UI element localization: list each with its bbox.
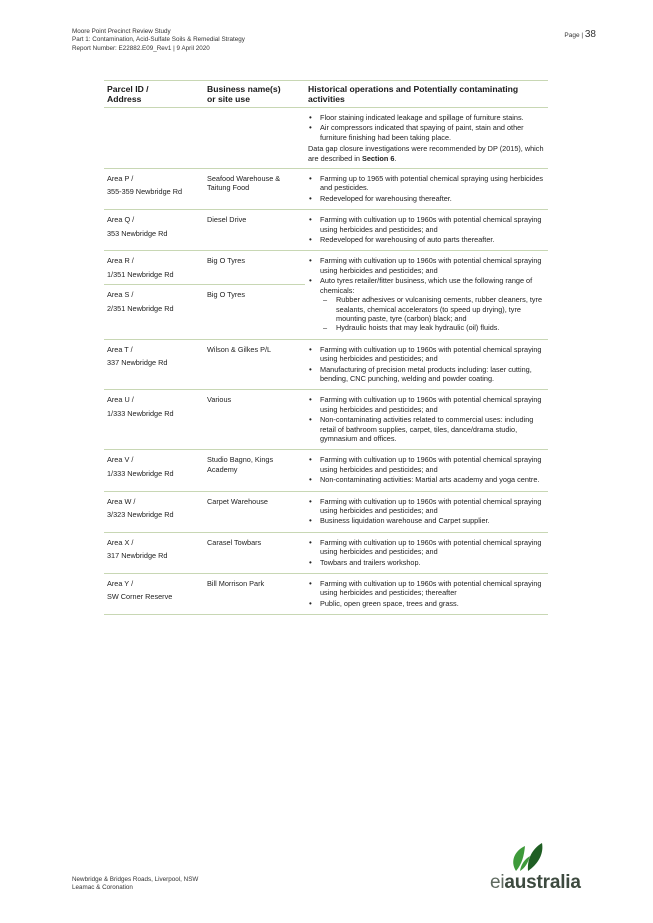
table-row xyxy=(104,339,548,390)
data-gap-note: Data gap closure investigations were recommended by DP (2015), which are described in Section 6. xyxy=(308,144,544,163)
list-item: • Farming with cultivation up to 1960s with potential chemical spraying using herbicides and pesticides; and xyxy=(308,256,545,275)
table-row xyxy=(104,251,548,285)
parcel-cell: Area W / 3/323 Newbridge Rd xyxy=(104,491,204,532)
history-cell xyxy=(305,390,548,450)
parcel-cell: Area P / 355-359 Newbridge Rd xyxy=(104,169,204,210)
table-row xyxy=(104,210,548,251)
business-cell: Bill Morrison Park xyxy=(204,574,305,615)
list-item: • Farming up to 1965 with potential chemical spraying using herbicides and pesticides. xyxy=(308,174,545,193)
list-item: • Farming with cultivation up to 1960s with potential chemical spraying using herbicides and pesticides; thereafter xyxy=(308,579,545,598)
header-parcel: Parcel ID / Address xyxy=(104,81,204,108)
business-cell: Carpet Warehouse xyxy=(204,491,305,532)
list-item: • Farming with cultivation up to 1960s with potential chemical spraying using herbicides and pesticides; and xyxy=(308,538,545,557)
list-item: • Auto tyres retailer/fitter business, which use the following range of chemicals: – Rubber adhesives or vulcanising cements, rubber cleaners, tyre sealants, chemical accelerators (to speed up drying), tyre mounting paste, tyre (carbon) black; and – Hydraulic hoists that may leak hydraulic (oil) fluids. xyxy=(308,276,545,332)
document-footer xyxy=(72,876,198,893)
list-item: • Redeveloped for warehousing thereafter. xyxy=(308,194,545,203)
table-row xyxy=(104,450,548,491)
history-cell xyxy=(305,532,548,573)
header-business: Business name(s) or site use xyxy=(204,81,305,108)
parcels-table xyxy=(104,80,548,615)
table-row xyxy=(104,169,548,210)
footer-location: Newbridge & Bridges Roads, Liverpool, NSW xyxy=(72,876,199,883)
table-row-continued xyxy=(104,108,548,169)
sub-list-item: – Rubber adhesives or vulcanising cements, rubber cleaners, tyre sealants, chemical accelerators (to speed up drying), tyre mounting paste, tyre (carbon) black; and xyxy=(320,295,545,323)
leaf-icon xyxy=(508,842,550,872)
list-item: • Air compressors indicated that spaying of paint, stain and other furniture finishing had been taking place. xyxy=(308,123,545,142)
parcel-cell: Area S / 2/351 Newbridge Rd xyxy=(104,285,204,339)
business-cell: Big O Tyres xyxy=(204,251,305,285)
parcel-cell: Area X / 317 Newbridge Rd xyxy=(104,532,204,573)
parcel-cell: Area V / 1/333 Newbridge Rd xyxy=(104,450,204,491)
table-row xyxy=(104,491,548,532)
list-item: • Redeveloped for warehousing of auto parts thereafter. xyxy=(308,235,545,244)
history-cell xyxy=(305,574,548,615)
table-row xyxy=(104,532,548,573)
parcel-cell: Area T / 337 Newbridge Rd xyxy=(104,339,204,390)
eiaustralia-logo xyxy=(490,842,600,894)
list-item: • Business liquidation warehouse and Carpet supplier. xyxy=(308,516,545,525)
page-number-value: 38 xyxy=(584,29,596,40)
header-title: Moore Point Precinct Review Study xyxy=(72,28,171,35)
list-item: • Non-contaminating activities related to commercial uses: including retail of bathroom supplies, carpet, tiles, dance/drama studio, gymnasium and offices. xyxy=(308,415,545,443)
business-cell: Studio Bagno, Kings Academy xyxy=(204,450,305,491)
list-item: • Farming with cultivation up to 1960s with potential chemical spraying using herbicides and pesticides; and xyxy=(308,345,545,364)
history-cell xyxy=(305,450,548,491)
page-label: Page | xyxy=(564,32,584,39)
history-cell xyxy=(305,491,548,532)
history-cell xyxy=(305,251,548,339)
header-report-number: Report Number: E22882.E09_Rev1 | 9 April 2020 xyxy=(72,44,210,52)
table-row xyxy=(104,574,548,615)
business-cell: Diesel Drive xyxy=(204,210,305,251)
list-item: • Manufacturing of precision metal products including: laser cutting, bending, CNC punching, welding and powder coating. xyxy=(308,365,545,384)
parcel-cell: Area U / 1/333 Newbridge Rd xyxy=(104,390,204,450)
list-item: • Farming with cultivation up to 1960s with potential chemical spraying using herbicides and pesticides; and xyxy=(308,455,545,474)
logo-wordmark: eiaustralia xyxy=(490,872,581,893)
history-cell xyxy=(305,169,548,210)
business-cell: Carasel Towbars xyxy=(204,532,305,573)
list-item: • Towbars and trailers workshop. xyxy=(308,558,545,567)
section-reference: Section 6 xyxy=(361,153,395,163)
history-cell xyxy=(305,339,548,390)
list-item: • Farming with cultivation up to 1960s with potential chemical spraying using herbicides and pesticides; and xyxy=(308,395,545,414)
list-item: • Non-contaminating activities: Martial arts academy and yoga centre. xyxy=(308,475,545,484)
table-header-row xyxy=(104,81,548,108)
header-subtitle: Part 1: Contamination, Acid-Sulfate Soils & Remedial Strategy xyxy=(72,36,245,44)
document-header xyxy=(72,28,245,53)
parcel-cell: Area R / 1/351 Newbridge Rd xyxy=(104,251,204,285)
table-row xyxy=(104,390,548,450)
footer-client: Leamac & Coronation xyxy=(72,884,133,892)
sub-list-item: – Hydraulic hoists that may leak hydraulic (oil) fluids. xyxy=(320,323,545,332)
business-cell: Wilson & Gilkes P/L xyxy=(204,339,305,390)
list-item: • Floor staining indicated leakage and spillage of furniture stains. xyxy=(308,113,545,122)
history-cell xyxy=(305,210,548,251)
list-item: • Public, open green space, trees and grass. xyxy=(308,599,545,608)
parcel-cell: Area Q / 353 Newbridge Rd xyxy=(104,210,204,251)
page-number xyxy=(564,29,596,40)
list-item: • Farming with cultivation up to 1960s with potential chemical spraying using herbicides and pesticides; and xyxy=(308,215,545,234)
header-history: Historical operations and Potentially contaminating activities xyxy=(305,81,548,108)
business-cell: Seafood Warehouse & Taitung Food xyxy=(204,169,305,210)
list-item: • Farming with cultivation up to 1960s with potential chemical spraying using herbicides and pesticides; and xyxy=(308,497,545,516)
history-cell xyxy=(305,108,548,169)
business-cell: Various xyxy=(204,390,305,450)
business-cell: Big O Tyres xyxy=(204,285,305,339)
parcel-cell: Area Y / SW Corner Reserve xyxy=(104,574,204,615)
